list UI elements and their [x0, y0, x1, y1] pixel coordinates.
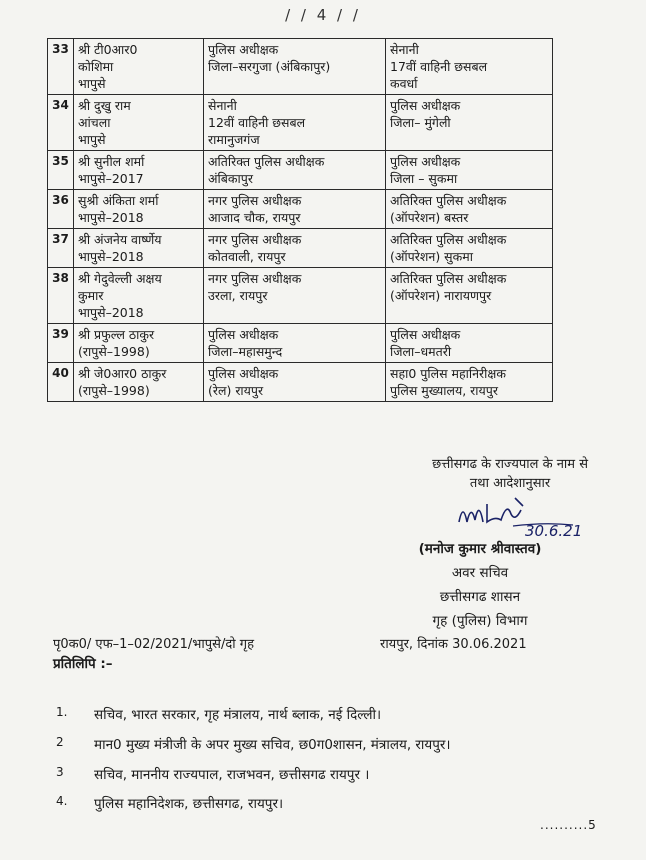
cell-line: उरला, रायपुर: [208, 288, 268, 303]
copy-item-text: मान0 मुख्य मंत्रीजी के अपर मुख्य सचिव, छ0ग0शासन, मंत्रालय, रायपुर।: [94, 737, 451, 753]
current-posting-cell: [204, 151, 386, 190]
cell-line: पुलिस मुख्यालय, रायपुर: [390, 383, 498, 398]
cell-line: जिला–महासमुन्द: [208, 344, 283, 359]
serial-number: 40: [48, 363, 74, 402]
closing-authority: [432, 455, 588, 493]
cell-line: (ऑपरेशन) बस्तर: [390, 210, 469, 225]
cell-line: सेनानी: [208, 98, 237, 113]
page-number: / / 4 / /: [285, 6, 361, 24]
cell-line: भापुसे: [78, 132, 106, 147]
table-row: [48, 363, 553, 402]
cell-line: अतिरिक्त पुलिस अधीक्षक: [208, 154, 325, 169]
cell-line: अंबिकापुर: [208, 171, 253, 186]
cell-line: भापुसे–2018: [78, 210, 144, 225]
new-posting-cell: [386, 95, 553, 151]
signatory-division: गृह (पुलिस) विभाग: [432, 613, 528, 629]
current-posting-cell: [204, 363, 386, 402]
table-row: [48, 190, 553, 229]
cell-line: 17वीं वाहिनी छसबल: [390, 59, 488, 74]
current-posting-cell: [204, 324, 386, 363]
transfer-table-body: [48, 39, 553, 402]
new-posting-cell: [386, 324, 553, 363]
signature-date: 30.6.21: [525, 522, 583, 538]
cell-line: पुलिस अधीक्षक: [390, 154, 461, 169]
officer-name-cell: [74, 229, 204, 268]
table-row: [48, 229, 553, 268]
signatory-name: (मनोज कुमार श्रीवास्तव): [418, 541, 542, 557]
cell-line: (ऑपरेशन) नारायणपुर: [390, 288, 492, 303]
cell-line: नगर पुलिस अधीक्षक: [208, 232, 302, 247]
cell-line: कवर्धा: [390, 76, 418, 91]
cell-line: (रेल) रायपुर: [208, 383, 264, 398]
new-posting-cell: [386, 229, 553, 268]
copy-item-number: 1.: [56, 705, 68, 719]
copy-item-number: 4.: [56, 794, 68, 808]
table-row: [48, 95, 553, 151]
signatory-department: छत्तीसगढ शासन: [439, 589, 521, 605]
reference-number: पृ0क0/ एफ–1–02/2021/भापुसे/दो गृह: [53, 637, 254, 652]
cell-line: सुश्री अंकिता शर्मा: [78, 193, 159, 208]
table-row: [48, 324, 553, 363]
cell-line: (रापुसे–1998): [78, 344, 150, 359]
cell-line: अतिरिक्त पुलिस अधीक्षक: [390, 193, 507, 208]
new-posting-cell: [386, 151, 553, 190]
officer-name-cell: [74, 39, 204, 95]
cell-line: नगर पुलिस अधीक्षक: [208, 193, 302, 208]
cell-line: आंचला: [78, 115, 111, 130]
serial-number: 35: [48, 151, 74, 190]
cell-line: 12वीं वाहिनी छसबल: [208, 115, 306, 130]
cell-line: श्री अंजनेय वार्ष्णेय: [78, 232, 162, 247]
current-posting-cell: [204, 190, 386, 229]
cell-line: रामानुजगंज: [208, 132, 260, 147]
serial-number: 36: [48, 190, 74, 229]
transfer-table: [47, 38, 553, 402]
cell-line: पुलिस अधीक्षक: [390, 98, 461, 113]
copy-item-number: 2: [56, 735, 64, 749]
copy-item-text: पुलिस महानिदेशक, छत्तीसगढ, रायपुर।: [94, 796, 284, 812]
copy-item-text: सचिव, माननीय राज्यपाल, राजभवन, छत्तीसगढ रायपुर ।: [94, 767, 370, 783]
cell-line: पुलिस अधीक्षक: [390, 327, 461, 342]
current-posting-cell: [204, 229, 386, 268]
cell-line: पुलिस अधीक्षक: [208, 366, 279, 381]
cell-line: कुमार: [78, 288, 104, 303]
serial-number: 39: [48, 324, 74, 363]
cell-line: सहा0 पुलिस महानिरीक्षक: [390, 366, 506, 381]
cell-line: (ऑपरेशन) सुकमा: [390, 249, 473, 264]
officer-name-cell: [74, 190, 204, 229]
cell-line: जिला – सुकमा: [390, 171, 458, 186]
officer-name-cell: [74, 324, 204, 363]
cell-line: नगर पुलिस अधीक्षक: [208, 271, 302, 286]
serial-number: 38: [48, 268, 74, 324]
continued-marker: ..........5: [540, 818, 597, 832]
cell-line: भापुसे–2018: [78, 249, 144, 264]
current-posting-cell: [204, 39, 386, 95]
cell-line: भापुसे–2018: [78, 305, 144, 320]
signatory-block: [380, 537, 580, 633]
signature: [455, 492, 615, 538]
officer-name-cell: [74, 95, 204, 151]
table-row: [48, 151, 553, 190]
current-posting-cell: [204, 95, 386, 151]
cell-line: कोतवाली, रायपुर: [208, 249, 286, 264]
new-posting-cell: [386, 363, 553, 402]
cell-line: श्री गेदुवेल्ली अक्षय: [78, 271, 162, 286]
cell-line: (रापुसे–1998): [78, 383, 150, 398]
serial-number: 33: [48, 39, 74, 95]
copy-heading: प्रतिलिपि :–: [53, 656, 113, 672]
serial-number: 37: [48, 229, 74, 268]
new-posting-cell: [386, 39, 553, 95]
cell-line: जिला– मुंगेली: [390, 115, 451, 130]
cell-line: अतिरिक्त पुलिस अधीक्षक: [390, 271, 507, 286]
cell-line: भापुसे: [78, 76, 106, 91]
cell-line: भापुसे–2017: [78, 171, 144, 186]
serial-number: 34: [48, 95, 74, 151]
new-posting-cell: [386, 268, 553, 324]
copy-item-number: 3: [56, 765, 64, 779]
cell-line: कोशिमा: [78, 59, 114, 74]
cell-line: श्री जे0आर0 ठाकुर: [78, 366, 167, 381]
cell-line: पुलिस अधीक्षक: [208, 42, 279, 57]
cell-line: श्री टी0आर0: [78, 42, 138, 57]
cell-line: अतिरिक्त पुलिस अधीक्षक: [390, 232, 507, 247]
cell-line: जिला–सरगुजा (अंबिकापुर): [208, 59, 331, 74]
cell-line: आजाद चौक, रायपुर: [208, 210, 301, 225]
officer-name-cell: [74, 151, 204, 190]
cell-line: श्री प्रफुल्ल ठाकुर: [78, 327, 155, 342]
closing-line: तथा आदेशानुसार: [469, 476, 551, 491]
place-date: रायपुर, दिनांक 30.06.2021: [380, 637, 527, 652]
officer-name-cell: [74, 268, 204, 324]
current-posting-cell: [204, 268, 386, 324]
cell-line: पुलिस अधीक्षक: [208, 327, 279, 342]
closing-line: छत्तीसगढ के राज्यपाल के नाम से: [432, 457, 588, 472]
cell-line: श्री सुनील शर्मा: [78, 154, 145, 169]
new-posting-cell: [386, 190, 553, 229]
cell-line: सेनानी: [390, 42, 419, 57]
cell-line: जिला–धमतरी: [390, 344, 452, 359]
table-row: [48, 268, 553, 324]
officer-name-cell: [74, 363, 204, 402]
signatory-designation: अवर सचिव: [451, 565, 509, 581]
copy-item-text: सचिव, भारत सरकार, गृह मंत्रालय, नार्थ ब्लाक, नई दिल्ली।: [94, 707, 382, 723]
cell-line: श्री दुखु राम: [78, 98, 131, 113]
table-row: [48, 39, 553, 95]
